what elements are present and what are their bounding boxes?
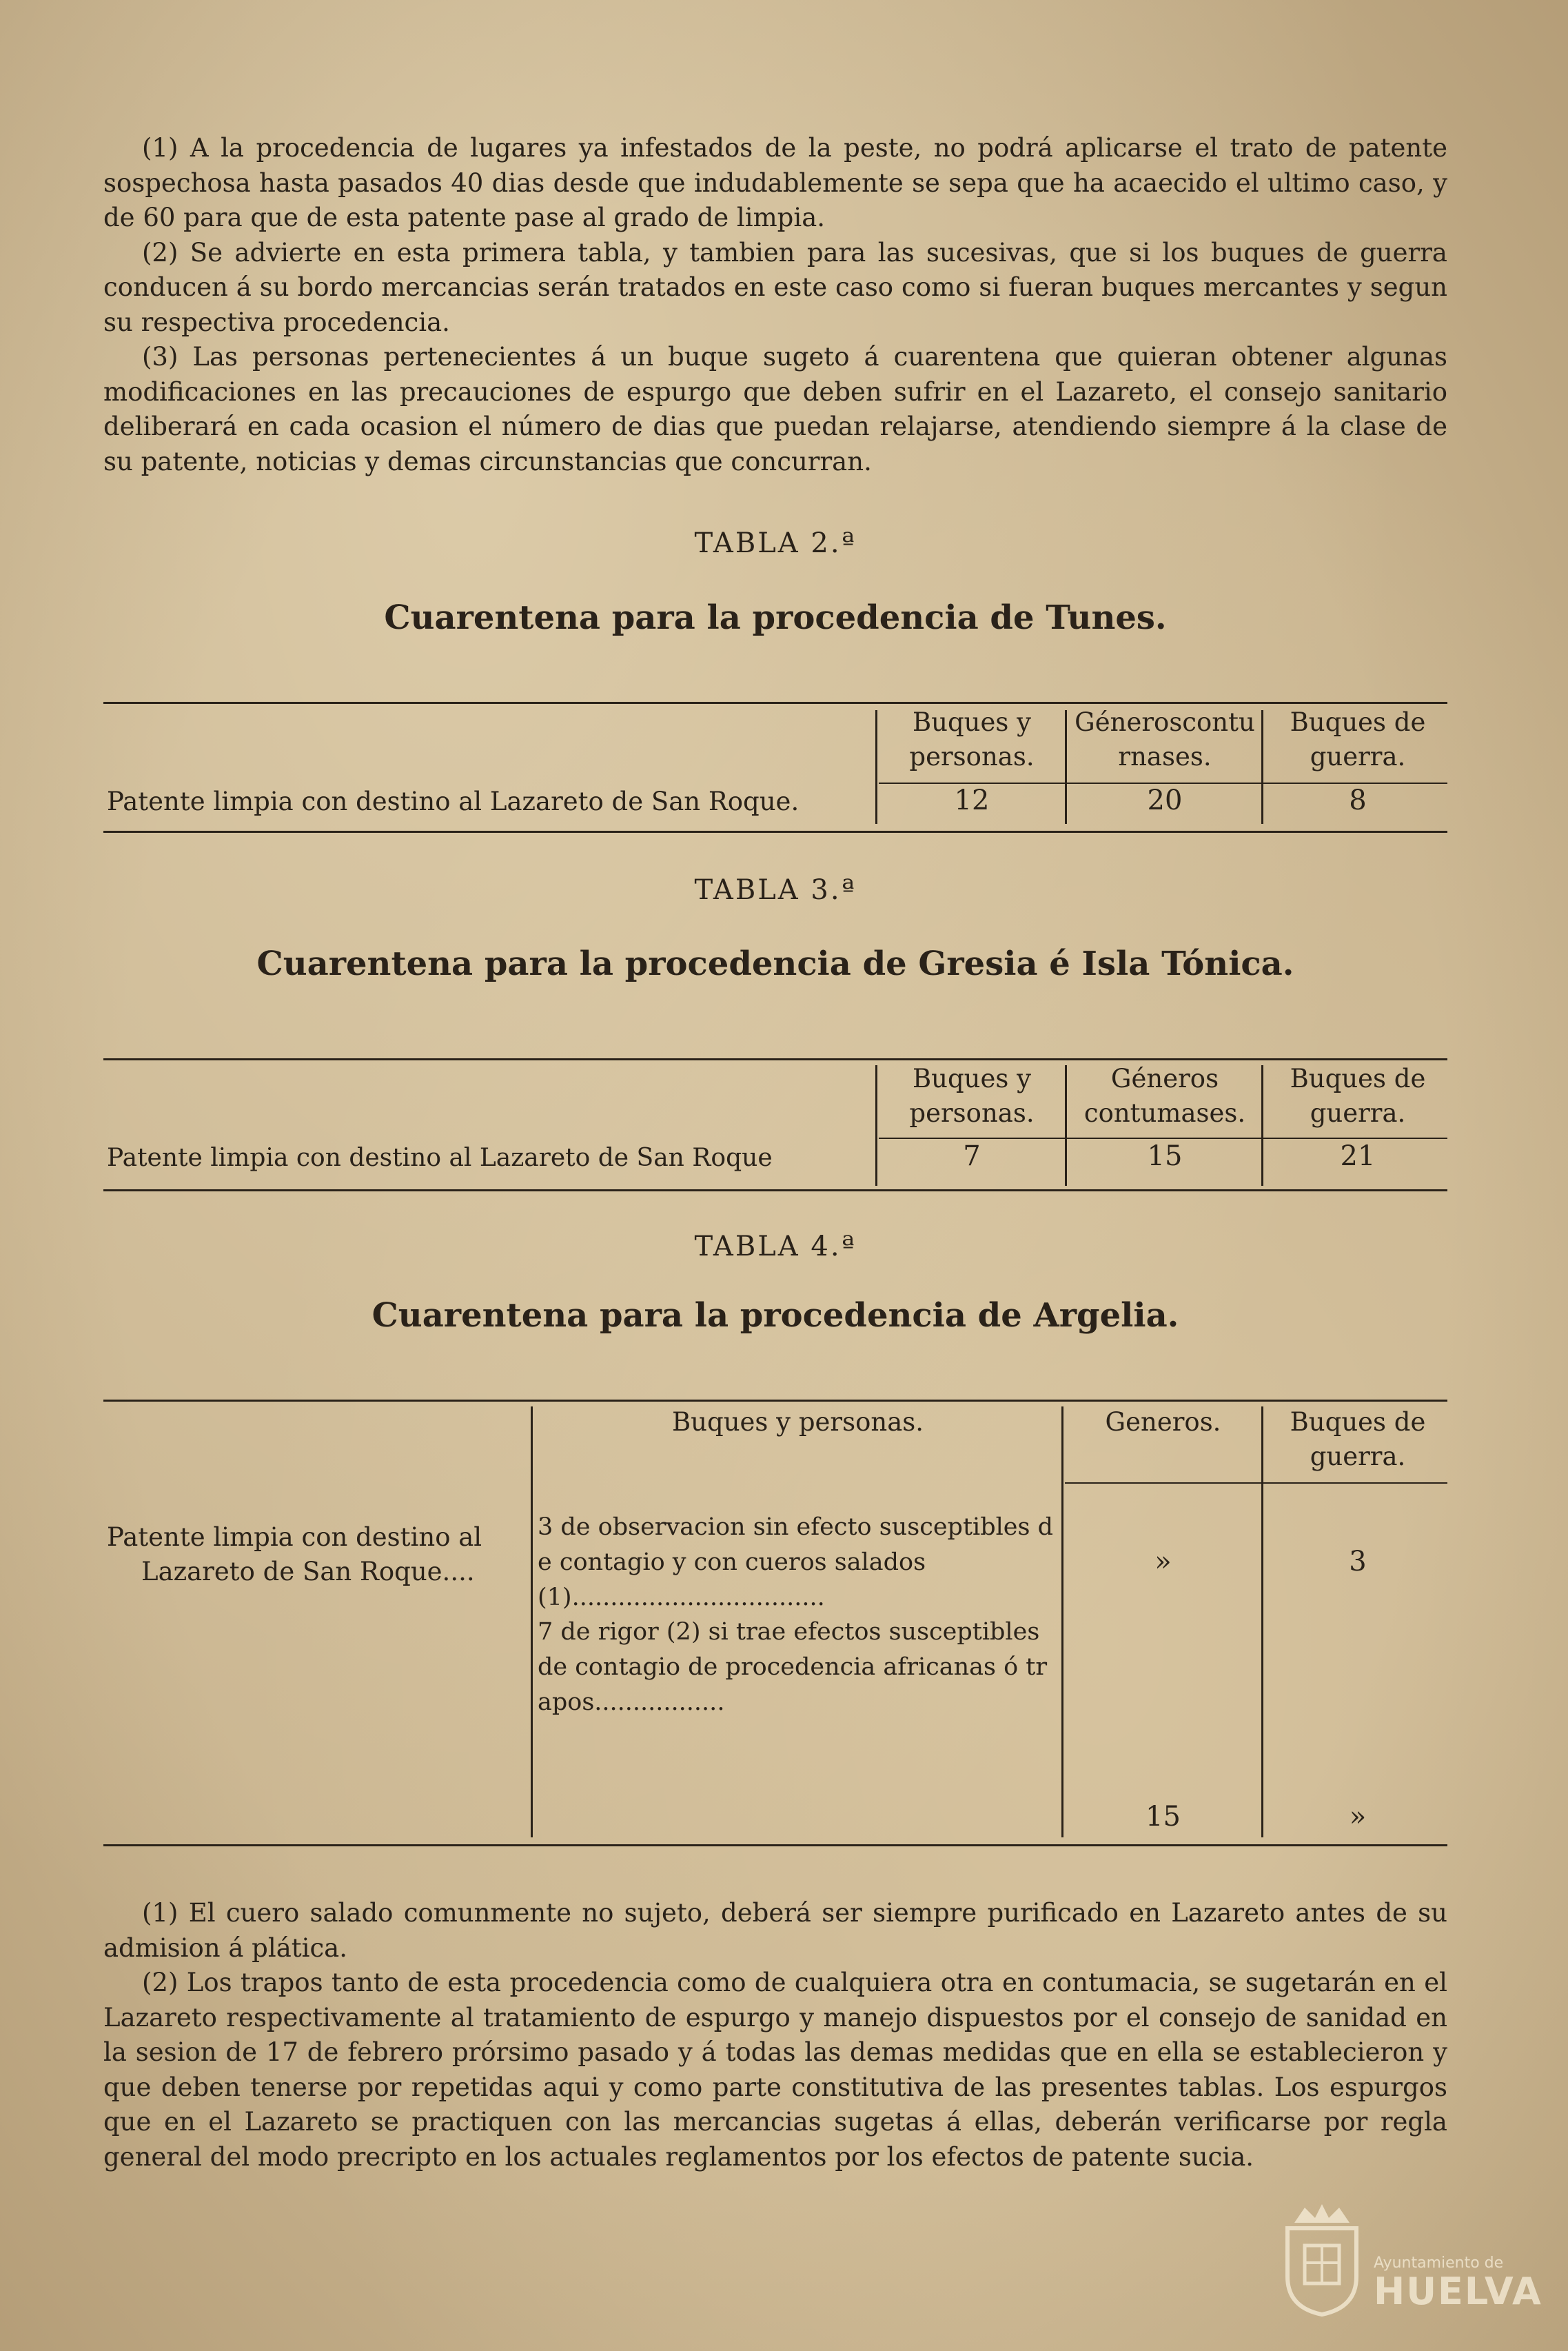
seal-city: HUELVA (1374, 2270, 1542, 2313)
table4-value-guerra-observacion: 3 (1349, 1546, 1367, 1577)
table2-divider (1261, 710, 1263, 824)
table4-col-buques-guerra: Buques de guerra. (1290, 1407, 1426, 1471)
table4-value-generos-observacion: » (1154, 1546, 1172, 1577)
table4-value-generos-rigor: 15 (1146, 1801, 1181, 1833)
footnote-2: (2) Se advierte en esta primera tabla, y tambien para las sucesivas, que si los buques de guerra conducen á su bordo mercancias serán tratados en este caso como si fueran buques mercantes y segun su respectiva procedencia. (103, 237, 1447, 337)
coat-of-arms-icon (1277, 2201, 1367, 2318)
table3-col-generos: Géneros contumases. (1083, 1064, 1246, 1128)
table3-bottom-rule (103, 1189, 1447, 1191)
table2-divider (875, 710, 877, 824)
table4-col-generos: Generos. (1105, 1407, 1221, 1437)
footnotes-top (103, 131, 1447, 479)
table4-subrow-observacion: 3 de observacion sin efecto susceptibles de contagio y con cueros salados (1)................................. (538, 1513, 1054, 1611)
table3-label: TABLA 3.ª (694, 874, 857, 906)
table4-divider (531, 1406, 533, 1837)
table3-divider (875, 1065, 877, 1186)
table4-header-rule (1065, 1482, 1447, 1484)
footnote-1: (1) A la procedencia de lugares ya infestados de la peste, no podrá aplicarse el trato de patente sospechosa hasta pasados 40 dias desde que indudablemente se sepa que ha acaecido el ultimo caso, y de 60 para que de esta patente pase al grado de limpia. (103, 133, 1447, 232)
table4-col-buques-personas: Buques y personas. (671, 1407, 924, 1437)
table3-title: Cuarentena para la procedencia de Gresia é Isla Tónica. (256, 945, 1294, 983)
table3-top-rule (103, 1058, 1447, 1060)
seal-caption: Ayuntamiento de (1374, 2254, 1504, 2272)
table2-divider (1065, 710, 1067, 824)
table2-title: Cuarentena para la procedencia de Tunes. (384, 598, 1167, 637)
table3-value-generos: 15 (1147, 1140, 1183, 1172)
table2-label: TABLA 2.ª (694, 527, 857, 559)
table2-value-generos: 20 (1147, 785, 1183, 816)
table2-col-buques-guerra: Buques de guerra. (1290, 707, 1426, 771)
table4-divider (1261, 1406, 1263, 1837)
table2-value-buques-guerra: 8 (1349, 785, 1367, 816)
table3-col-buques-guerra: Buques de guerra. (1290, 1064, 1426, 1128)
table3-divider (1261, 1065, 1263, 1186)
table4-row-label-line1: Patente limpia con destino al (107, 1522, 482, 1552)
table4-bottom-rule (103, 1844, 1447, 1846)
table2-col-buques-personas: Buques y personas. (909, 707, 1035, 771)
table2-bottom-rule (103, 831, 1447, 833)
table4-subrow-rigor: 7 de rigor (2) si trae efectos susceptibles de contagio de procedencia africanas ó trapos................. (538, 1618, 1048, 1716)
footnotes-bottom (103, 1896, 1447, 2175)
table2-row-label: Patente limpia con destino al Lazareto de San Roque. (107, 787, 800, 816)
table3-row-label: Patente limpia con destino al Lazareto de San Roque (107, 1144, 773, 1172)
table3-divider (1065, 1065, 1067, 1186)
table4-value-guerra-rigor: » (1349, 1801, 1367, 1833)
table3-value-buques-personas: 7 (963, 1140, 981, 1172)
table4-label: TABLA 4.ª (694, 1231, 857, 1262)
table4-title: Cuarentena para la procedencia de Argelia. (371, 1296, 1179, 1335)
table4-divider (1061, 1406, 1063, 1837)
table2-top-rule (103, 702, 1447, 704)
table3-col-buques-personas: Buques y personas. (909, 1064, 1035, 1128)
table2-value-buques-personas: 12 (954, 785, 990, 816)
table4-top-rule (103, 1400, 1447, 1402)
table4-row-label-line2: Lazareto de San Roque.... (141, 1557, 475, 1586)
table3-value-buques-guerra: 21 (1340, 1140, 1376, 1172)
table2-col-generos: Génerosconturnases. (1075, 707, 1255, 771)
footnote-3: (3) Las personas pertenecientes á un buque sugeto á cuarentena que quieran obtener algunas modificaciones en las precauciones de espurgo que deben sufrir en el Lazareto, el consejo sanitario deliberará en cada ocasion el número de dias que puedan relajarse, atendiendo siempre á la clase de su patente, noticias y demas circunstancias que concurran. (103, 342, 1447, 476)
footnote-trapos: (2) Los trapos tanto de esta procedencia como de cualquiera otra en contumacia, se sugetarán en el Lazareto respectivamente al tratamiento de espurgo y manejo dispuestos por el consejo de sanidad en la sesion de 17 de febrero prórsimo pasado y á todas las demas medidas que en ella se establecieron y que deben tenerse por repetidas aqui y como parte constitutiva de las presentes tablas. Los espurgos que en el Lazareto se practiquen con las mercancias sugetas á ellas, deberán verificarse por regla general del modo precripto en los actuales reglamentos por los efectos de patente sucia. (103, 1968, 1447, 2172)
footnote-cuero: (1) El cuero salado comunmente no sujeto, deberá ser siempre purificado en Lazareto antes de su admision á plática. (103, 1898, 1447, 1963)
archive-seal (1277, 2201, 1542, 2318)
